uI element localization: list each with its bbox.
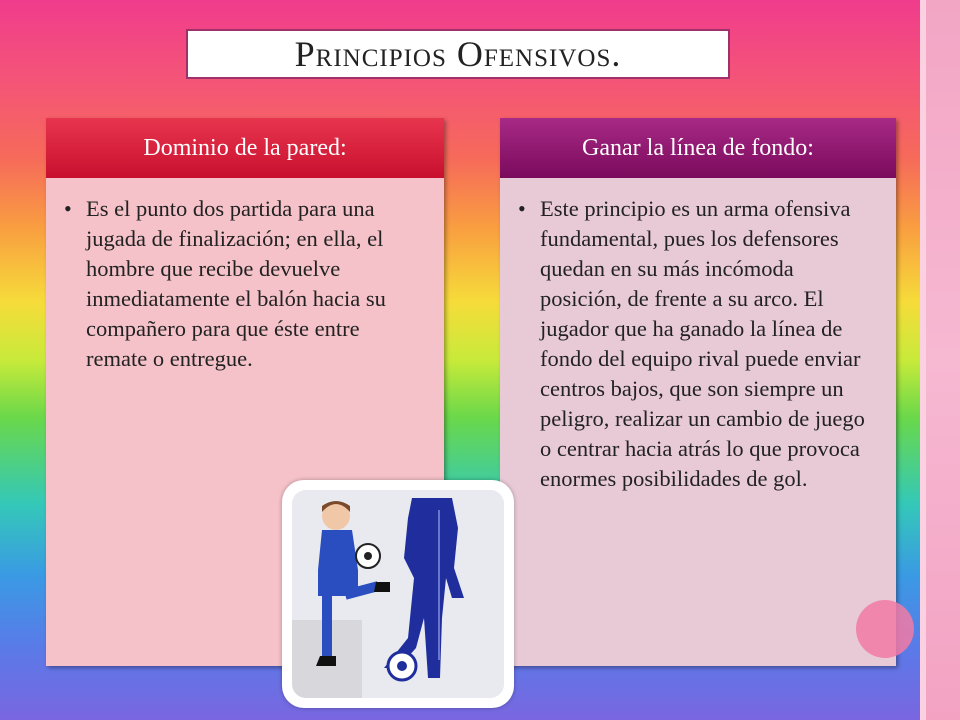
card-header-left: Dominio de la pared: [46, 118, 444, 178]
card-body-right [500, 178, 896, 494]
title-box [186, 29, 730, 79]
page-title: Principios Ofensivos. [294, 34, 622, 74]
bullet-text-left: Es el punto dos partida para una jugada de finalización; en ella, el hombre que recibe devuelve inmediatamente el balón hacia su compañero para que éste entre remate o entregue. [86, 196, 386, 371]
card-ganar-la-linea-de-fondo [500, 118, 896, 666]
photo-frame [282, 480, 514, 708]
bullet-icon: • [518, 196, 526, 221]
bullet-item [518, 194, 876, 494]
card-body-left [46, 178, 444, 374]
bullet-item [64, 194, 424, 374]
card-header-right: Ganar la línea de fondo: [500, 118, 896, 178]
soccer-boy-illustration [292, 490, 504, 698]
bullet-icon: • [64, 196, 72, 221]
bullet-text-right: Este principio es un arma ofensiva fundamental, pues los defensores quedan en su más incómoda posición, de frente a su arco. El jugador que ha ganado la línea de fondo del equipo rival puede enviar centros bajos, que son siempre un peligro, realizar un cambio de juego o centrar hacia atrás lo que provoca enormes posibilidades de gol. [540, 196, 865, 491]
decorative-side-stripe [920, 0, 960, 720]
decorative-circle [856, 600, 914, 658]
soccer-photo [292, 490, 504, 698]
